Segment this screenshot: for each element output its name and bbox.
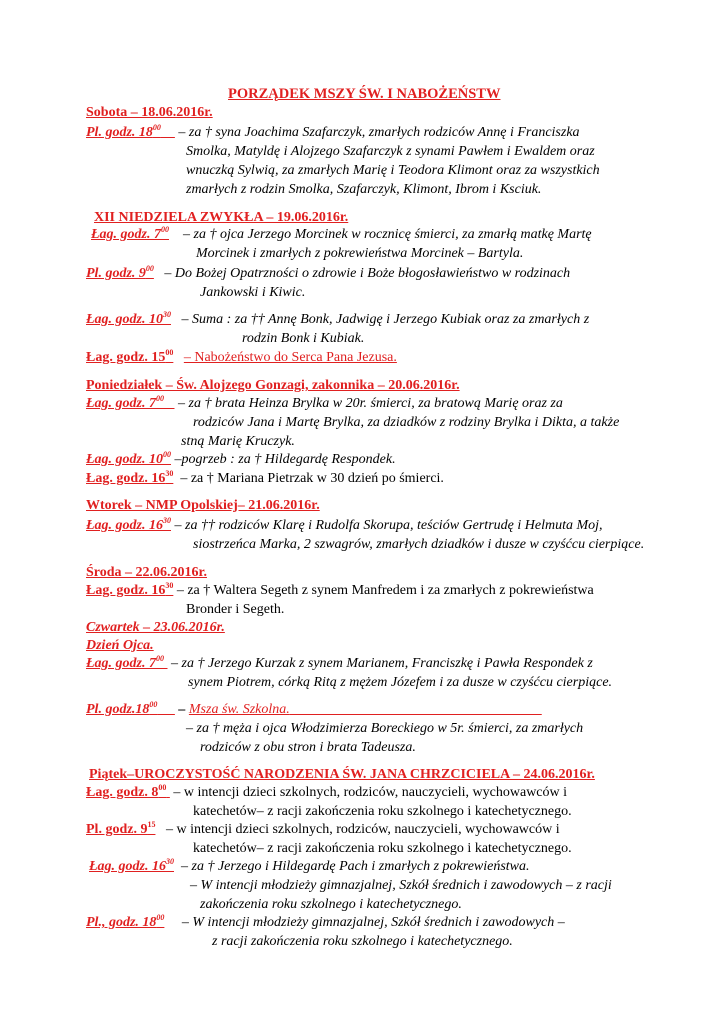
- entry-text: – za † ojca Jerzego Morcinek w rocznicę śmierci, za zmarłą matkę Martę: [183, 227, 592, 242]
- entry-continuation: zmarłych z rodzin Smolka, Szafarczyk, Klimont, Ibrom i Ksciuk.: [186, 182, 542, 197]
- entry-line: [86, 470, 444, 487]
- entry-text: – za †† rodziców Klarę i Rudolfa Skorupa, teściów Gertrudę i Helmuta Moj,: [174, 518, 603, 533]
- entry-time-label: Pl. $godz.18^{00}$: [86, 700, 158, 717]
- entry-continuation: Jankowski i Kiwic.: [200, 285, 306, 300]
- entry-continuation: Morcinek i zmarłych z pokrewieństwa Morcinek – Bartyla.: [196, 246, 524, 261]
- entry-text: – Nabożeństwo do Serca Pana Jezusa.: [183, 350, 397, 365]
- entry-time-label: Łag. godz. $10^{00}$: [86, 450, 171, 467]
- entry-continuation: z racji zakończenia roku szkolnego i katechetycznego.: [212, 934, 513, 949]
- entry-text: – W intencji młodzieży gimnazjalnej, Szkół średnich i zawodowych –: [181, 915, 565, 930]
- entry-text: – Suma : za †† Annę Bonk, Jadwigę i Jerzego Kubiak oraz za zmarłych z: [181, 312, 590, 327]
- day-heading-czwartek: Czwartek – 23.06.2016r.: [86, 620, 225, 635]
- entry-time-label: Łag. godz. $7^{00}$: [91, 225, 169, 242]
- entry-continuation: zakończenia roku szkolnego i katechetycznego.: [200, 897, 462, 912]
- entry-continuation: rodziców z obu stron i brata Tadeusza.: [200, 740, 416, 755]
- entry-continuation: siostrzeńca Marka, 2 szwagrów, zmarłych dziadków i dusze w czyśćcu cierpiące.: [193, 537, 645, 552]
- entry-continuation: rodzin Bonk i Kubiak.: [242, 331, 365, 346]
- entry-line: [86, 265, 570, 282]
- entry-continuation: – W intencji młodzieży gimnazjalnej, Szkół średnich i zawodowych – z racji: [190, 878, 612, 893]
- entry-continuation: wnuczką Sylwią, za zmarłych Marię i Teodora Klimont oraz za wszystkich: [186, 163, 600, 178]
- entry-text: – za † Jerzego Kurzak z synem Marianem, Franciszkę i Pawła Respondek z: [171, 656, 593, 671]
- entry-continuation: – za † męża i ojca Włodzimierza Boreckiego w 5r. śmierci, za zmarłych: [186, 721, 584, 736]
- entry-continuation: katechetów– z racji zakończenia roku szkolnego i katechetycznego.: [193, 841, 572, 856]
- underline-filler: [290, 702, 542, 717]
- entry-text: – w intencji dzieci szkolnych, rodziców, nauczycieli, wychowawców i: [165, 822, 560, 837]
- day-subheading: Dzień Ojca.: [86, 638, 154, 653]
- entry-time-label: Łag. godz. $15^{00}$: [86, 348, 174, 365]
- entry-text: – Do Bożej Opatrzności o zdrowie i Boże błogosławieństwo w rodzinach: [164, 266, 571, 281]
- entry-time-label: Łag. godz. $16^{30}$: [86, 469, 174, 486]
- entry-time-label: Pl. godz. $9^{00}$: [86, 264, 154, 281]
- entry-time-label: Łag. godz. $10^{30}$: [86, 310, 171, 327]
- entry-text: – za † Jerzego i Hildegardę Pach i zmarłych z pokrewieństwa.: [181, 859, 530, 874]
- entry-line: [86, 784, 567, 801]
- day-heading-poniedzialek: Poniedziałek – Św. Alojzego Gonzagi, zakonnika – 20.06.2016r.: [86, 378, 460, 393]
- entry-text: – za † Mariana Pietrzak w 30 dzień po śmierci.: [180, 471, 444, 486]
- entry-line: [86, 395, 563, 412]
- entry-line: [91, 226, 592, 243]
- day-heading-wtorek: Wtorek – NMP Opolskiej– 21.06.2016r.: [86, 498, 320, 513]
- day-heading-piatek: Piątek–UROCZYSTOŚĆ NARODZENIA ŚW. JANA CHRZCICIELA – 24.06.2016r.: [89, 767, 595, 782]
- entry-time-label: Łag. godz. $16^{30}$: [86, 516, 171, 533]
- entry-time-label: Łag. godz. $16^{30}$: [89, 857, 174, 874]
- entry-time-label: Pl., godz. $18^{00}$: [86, 913, 165, 930]
- entry-line: [86, 914, 565, 931]
- entry-line: [86, 582, 594, 599]
- entry-continuation: Bronder i Segeth.: [186, 602, 285, 617]
- entry-text: – w intencji dzieci szkolnych, rodziców, nauczycieli, wychowawców i: [173, 785, 568, 800]
- entry-line: [89, 858, 530, 875]
- entry-line: [86, 349, 397, 366]
- entry-text: – za † brata Heinza Brylka w 20r. śmierci, za bratową Marię oraz za: [178, 396, 563, 411]
- entry-text: Msza św. Szkolna.: [188, 702, 290, 717]
- day-heading-sobota: Sobota – 18.06.2016r.: [86, 105, 213, 120]
- entry-text: – za † Waltera Segeth z synem Manfredem i za zmarłych z pokrewieństwa: [176, 583, 594, 598]
- entry-line: [86, 124, 580, 141]
- entry-continuation: synem Piotrem, córką Ritą z mężem Józefem i za dusze w czyśćcu cierpiące.: [188, 675, 613, 690]
- entry-continuation: rodziców Jana i Martę Brylka, za dziadków z rodziny Brylka i Dikta, a także: [193, 415, 620, 430]
- entry-time-label: Pl. godz. $18^{00}$: [86, 123, 161, 140]
- entry-line: [86, 821, 560, 838]
- entry-line: [86, 451, 396, 468]
- entry-line: [86, 517, 603, 534]
- day-heading-niedziela: XII NIEDZIELA ZWYKŁA – 19.06.2016r.: [94, 210, 349, 225]
- entry-dash: –: [178, 702, 186, 717]
- day-heading-sroda: Środa – 22.06.2016r.: [86, 565, 207, 580]
- entry-time-label: Łag. godz. $7^{00}$: [86, 654, 164, 671]
- entry-continuation: katechetów– z racji zakończenia roku szkolnego i katechetycznego.: [193, 804, 572, 819]
- entry-time-label: Łag. godz. $7^{00}$: [86, 394, 164, 411]
- entry-time-label: Pl. godz. $9^{15}$: [86, 820, 156, 837]
- page-title: PORZĄDEK MSZY ŚW. I NABOŻEŃSTW: [228, 86, 501, 102]
- entry-line: [86, 311, 589, 328]
- entry-continuation: Smolka, Matyldę i Alojzego Szafarczyk z synami Pawłem i Ewaldem oraz: [186, 144, 595, 159]
- entry-text: – za † syna Joachima Szafarczyk, zmarłych rodziców Annę i Franciszka: [178, 125, 580, 140]
- entry-time-label: Łag. godz. $16^{30}$: [86, 581, 174, 598]
- entry-continuation: stną Marię Kruczyk.: [181, 434, 295, 449]
- entry-line: [86, 701, 542, 718]
- entry-text: –pogrzeb : za † Hildegardę Respondek.: [174, 452, 396, 467]
- entry-line: [86, 655, 593, 672]
- entry-time-label: Łag. godz. $8^{00}$: [86, 783, 167, 800]
